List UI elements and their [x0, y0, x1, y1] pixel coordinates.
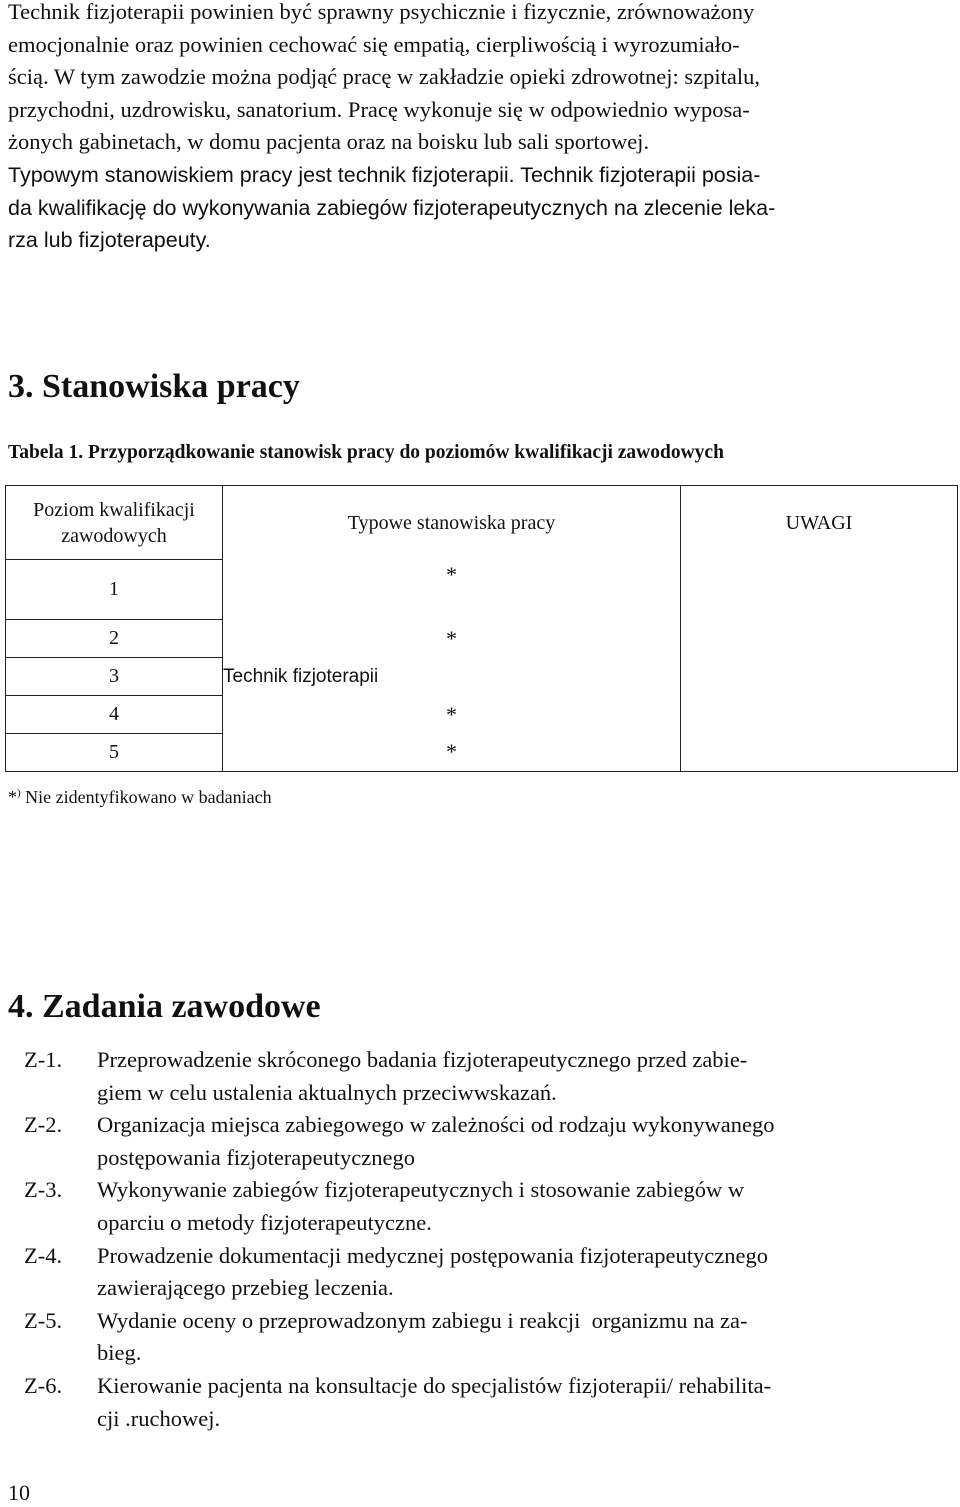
- intro-line: żonych gabinetach, w domu pacjenta oraz na boisku lub sali sportowej.: [8, 129, 650, 155]
- task-text: Wykonywanie zabiegów fizjoterapeutycznych i stosowanie zabiegów w: [97, 1177, 745, 1203]
- task-text: Wydanie oceny o przeprowadzonym zabiegu i reakcji organizmu na za-: [97, 1307, 748, 1333]
- task-text: bieg.: [97, 1340, 142, 1366]
- task-id: Z-3.: [24, 1177, 63, 1203]
- section-heading-stanowiska: 3. Stanowiska pracy: [8, 368, 300, 405]
- level-cell: 5: [6, 734, 223, 772]
- qualification-table: [5, 485, 958, 772]
- notes-cell: [681, 658, 958, 696]
- notes-cell: [681, 696, 958, 734]
- intro-line: przychodni, uzdrowisku, sanatorium. Pracę wykonuje się w odpowiednio wyposa-: [8, 96, 750, 122]
- task-id: Z-4.: [24, 1242, 63, 1268]
- task-text: cji .ruchowej.: [97, 1405, 221, 1431]
- task-item: [24, 1370, 960, 1435]
- level-cell: 4: [6, 696, 223, 734]
- level-cell: 3: [6, 658, 223, 696]
- position-cell: *: [446, 701, 457, 727]
- notes-cell: [681, 560, 958, 620]
- footnote-sup: ): [17, 787, 21, 799]
- table-row: [6, 560, 958, 620]
- task-text: Organizacja miejsca zabiegowego w zależności od rodzaju wykonywanego: [97, 1112, 775, 1138]
- table-footnote: [8, 787, 272, 808]
- table-caption: Tabela 1. Przyporządkowanie stanowisk pracy do poziomów kwalifikacji zawodowych: [8, 442, 724, 463]
- section-heading-zadania: 4. Zadania zawodowe: [8, 988, 321, 1025]
- table-row: [6, 696, 958, 734]
- level-cell: 1: [6, 560, 223, 620]
- task-text: zawierającego przebieg leczenia.: [97, 1275, 394, 1301]
- task-text: giem w celu ustalenia aktualnych przeciwwskazań.: [97, 1079, 557, 1105]
- position-cell: *: [446, 625, 457, 651]
- page-number: 10: [8, 1480, 30, 1505]
- header-level: Poziom kwalifikacji zawodowych: [6, 486, 223, 560]
- intro-line: Technik fizjoterapii powinien być sprawny psychicznie i fizycznie, zrównoważony: [8, 0, 755, 24]
- intro-line: rza lub fizjoterapeuty.: [8, 228, 211, 253]
- task-text: postępowania fizjoterapeutycznego: [97, 1144, 415, 1170]
- position-cell: *: [446, 561, 457, 587]
- intro-line: da kwalifikację do wykonywania zabiegów fizjoterapeutycznych na zlecenie leka-: [8, 195, 776, 220]
- intro-line: emocjonalnie oraz powinien cechować się empatią, cierpliwością i wyrozumiało-: [8, 31, 740, 57]
- intro-line: ścią. W tym zawodzie można podjąć pracę w zakładzie opieki zdrowotnej: szpitalu,: [8, 64, 761, 90]
- position-cell: *: [446, 739, 457, 765]
- table-row: [6, 658, 958, 696]
- task-item: [24, 1305, 960, 1370]
- task-text: Prowadzenie dokumentacji medycznej postępowania fizjoterapeutycznego: [97, 1242, 768, 1268]
- notes-cell: [681, 620, 958, 658]
- position-cell: Technik fizjoterapii: [223, 658, 681, 696]
- notes-cell: [681, 734, 958, 772]
- table-header-row: [6, 486, 958, 560]
- task-item: [24, 1044, 960, 1109]
- footnote-mark: *: [8, 787, 17, 807]
- header-positions: Typowe stanowiska pracy: [223, 486, 681, 560]
- task-text: oparciu o metody fizjoterapeutyczne.: [97, 1209, 432, 1235]
- intro-paragraph: [8, 0, 960, 257]
- task-text: Kierowanie pacjenta na konsultacje do specjalistów fizjoterapii/ rehabilita-: [97, 1372, 772, 1398]
- task-id: Z-1.: [24, 1047, 63, 1072]
- task-id: Z-5.: [24, 1307, 63, 1333]
- table-row: [6, 620, 958, 658]
- task-item: [24, 1109, 960, 1174]
- task-id: Z-6.: [24, 1372, 63, 1398]
- intro-line: Typowym stanowiskiem pracy jest technik fizjoterapii. Technik fizjoterapii posia-: [8, 162, 761, 187]
- task-item: [24, 1174, 960, 1239]
- level-cell: 2: [6, 620, 223, 658]
- header-notes: UWAGI: [681, 486, 958, 560]
- task-list: [24, 1044, 960, 1435]
- footnote-text: Nie zidentyfikowano w badaniach: [25, 787, 272, 807]
- task-id: Z-2.: [24, 1112, 63, 1138]
- table-row: [6, 734, 958, 772]
- task-item: [24, 1240, 960, 1305]
- task-text: Przeprowadzenie skróconego badania fizjoterapeutycznego przed zabie-: [97, 1047, 748, 1072]
